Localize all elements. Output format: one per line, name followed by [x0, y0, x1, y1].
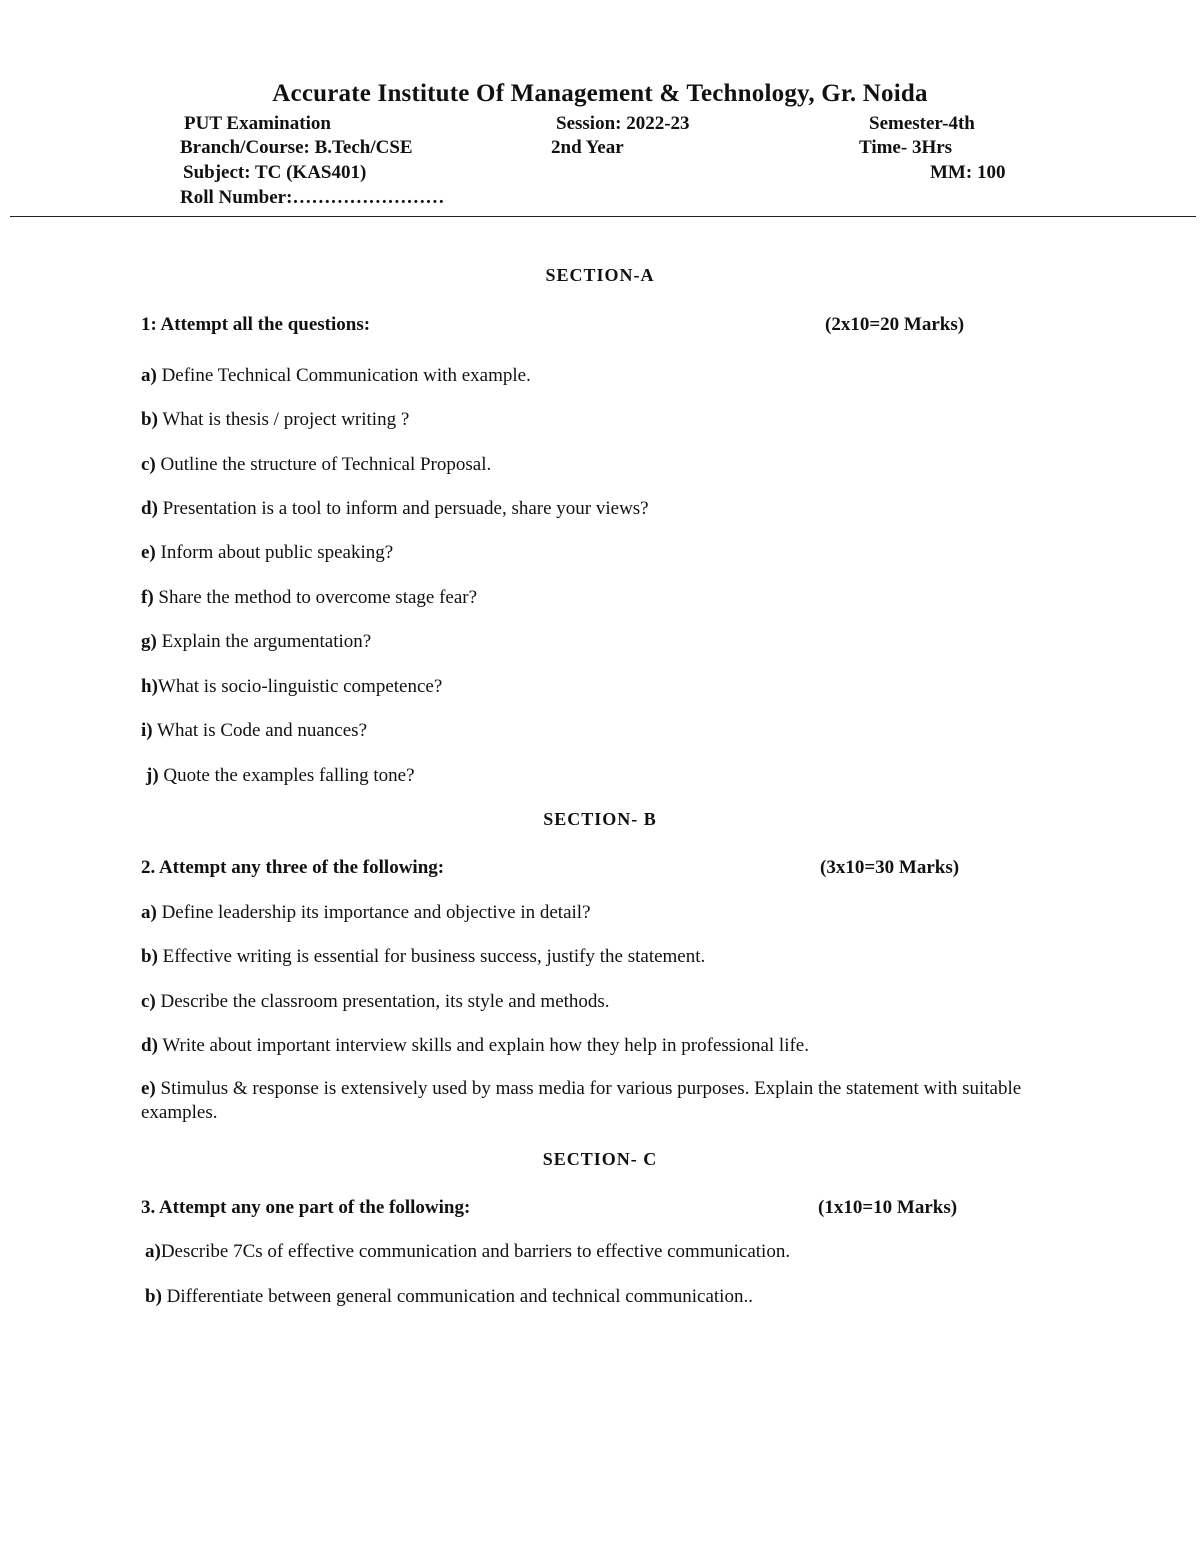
question-b-d: d) Write about important interview skills and explain how they help in professional life.	[141, 1035, 809, 1056]
subject: Subject: TC (KAS401)	[183, 162, 367, 183]
branch-course: Branch/Course: B.Tech/CSE	[180, 137, 413, 158]
question-c-a: a)Describe 7Cs of effective communication and barriers to effective communication.	[145, 1241, 791, 1262]
question-c-b: b) Differentiate between general communication and technical communication..	[145, 1286, 753, 1307]
section-b-marks: (3x10=30 Marks)	[820, 857, 960, 878]
question-b-a: a) Define leadership its importance and objective in detail?	[141, 902, 591, 923]
section-a-title: SECTION-A	[545, 265, 655, 285]
question-b-b: b) Effective writing is essential for business success, justify the statement.	[141, 946, 706, 967]
question-a-c: c) Outline the structure of Technical Proposal.	[141, 454, 492, 475]
question-a-j: j) Quote the examples falling tone?	[146, 765, 415, 786]
exam-time: Time- 3Hrs	[859, 137, 953, 158]
section-b-title: SECTION- B	[543, 809, 657, 829]
semester: Semester-4th	[869, 113, 975, 134]
exam-name: PUT Examination	[184, 113, 331, 134]
question-a-g: g) Explain the argumentation?	[141, 631, 372, 652]
section-c-instruction: 3. Attempt any one part of the following:	[141, 1197, 471, 1218]
header-divider	[10, 216, 1196, 217]
section-a-instruction: 1: Attempt all the questions:	[141, 314, 371, 335]
question-a-b: b) What is thesis / project writing ?	[141, 409, 410, 430]
roll-number: Roll Number:……………………	[180, 187, 445, 208]
session: Session: 2022-23	[556, 113, 690, 134]
question-a-e: e) Inform about public speaking?	[141, 542, 394, 563]
question-a-f: f) Share the method to overcome stage fear?	[141, 587, 478, 608]
section-c-marks: (1x10=10 Marks)	[818, 1197, 958, 1218]
max-marks: MM: 100	[930, 162, 1006, 183]
question-a-h: h)What is socio-linguistic competence?	[141, 676, 443, 697]
section-b-instruction: 2. Attempt any three of the following:	[141, 857, 445, 878]
question-a-a: a) Define Technical Communication with example.	[141, 365, 531, 386]
year: 2nd Year	[551, 137, 624, 158]
question-a-d: d) Presentation is a tool to inform and persuade, share your views?	[141, 498, 649, 519]
question-b-c: c) Describe the classroom presentation, its style and methods.	[141, 991, 610, 1012]
section-a-marks: (2x10=20 Marks)	[825, 314, 965, 335]
question-b-e: e) Stimulus & response is extensively used by mass media for various purposes. Explain the statement with suitable examples.	[141, 1078, 1022, 1123]
section-c-title: SECTION- C	[542, 1149, 658, 1169]
question-a-i: i) What is Code and nuances?	[141, 720, 367, 741]
institute-title: Accurate Institute Of Management & Technology, Gr. Noida	[272, 80, 928, 107]
